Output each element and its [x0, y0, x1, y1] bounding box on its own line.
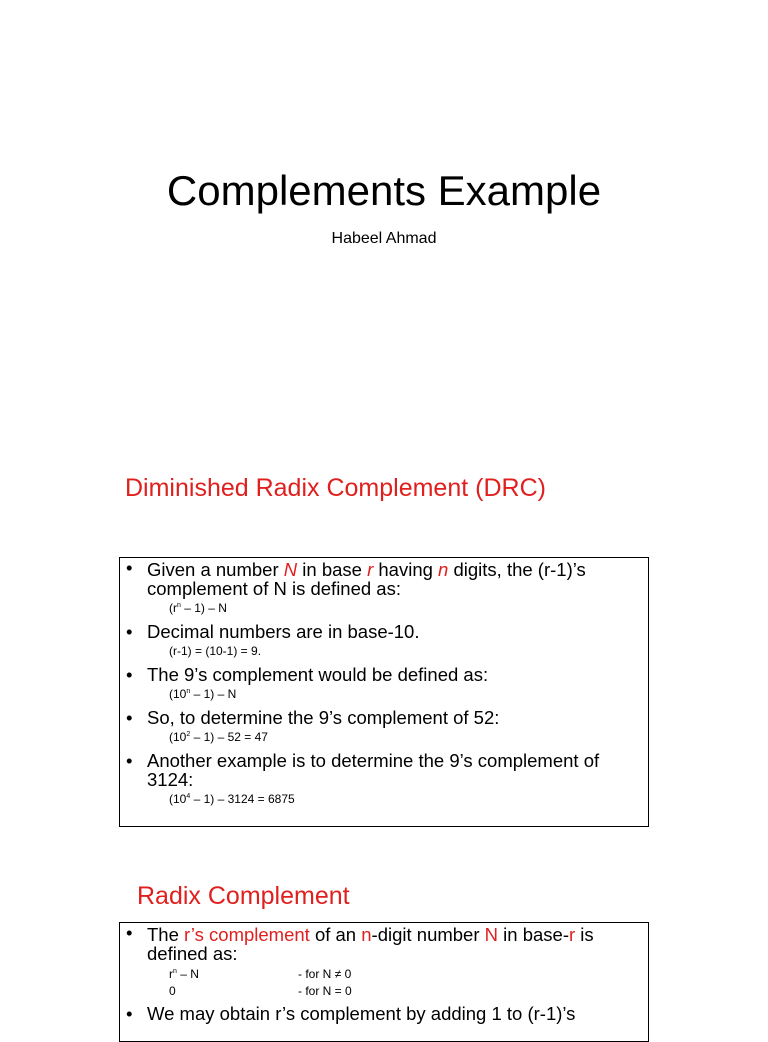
rc-formula-row: $r^n$ – N - for N ≠ 0: [169, 967, 352, 981]
drc-bullet-nines: • The 9’s complement would be defined as:: [126, 665, 642, 684]
rc-bullet-definition: • The r’s complement of an n-digit number N in base-r is defined as:: [126, 923, 642, 963]
rc-heading: Radix Complement: [137, 882, 350, 910]
drc-formula-example-3124: $(10^4 - 1) - 3124 = 6875$: [169, 792, 295, 806]
variable-N: N: [283, 559, 298, 580]
rc-formula-table: [120, 966, 648, 1000]
drc-formula-nines: (10$^n$ – 1) – N: [169, 687, 237, 701]
variable-N: N: [484, 924, 499, 945]
drc-bullet-example-3124: • Another example is to determine the 9’s complement of 3124:: [126, 751, 642, 789]
rc-formula-row: 0 - for N = 0: [169, 984, 352, 998]
rc-bullet-obtain: • We may obtain r’s complement by adding 1 to (r-1)’s: [126, 1004, 642, 1023]
variable-n: n: [361, 924, 372, 945]
drc-bullet-decimal: • Decimal numbers are in base-10.: [126, 622, 642, 641]
drc-formula-general: $(r^n - 1)$ – N: [169, 601, 227, 615]
drc-content-box: [119, 557, 649, 827]
variable-r: r: [569, 924, 576, 945]
drc-formula-base10: (r-1) = (10-1) = 9.: [169, 644, 262, 658]
author-name: Habeel Ahmad: [331, 230, 437, 247]
drc-heading: Diminished Radix Complement (DRC): [125, 474, 546, 502]
term-rs-complement: r’s complement: [184, 924, 310, 945]
drc-bullet-definition: • Given a number N in base r having n digits, the (r-1)’s complement of N is defined as:: [126, 558, 642, 598]
rc-content-box: [119, 922, 649, 1042]
drc-bullet-example-52: • So, to determine the 9’s complement of 52:: [126, 708, 642, 727]
variable-n: n: [438, 559, 449, 580]
variable-r: r: [367, 559, 374, 580]
drc-formula-example-52: $(10^2 - 1) - 52 = 47$: [169, 730, 268, 744]
slide-title: Complements Example: [166, 167, 602, 214]
